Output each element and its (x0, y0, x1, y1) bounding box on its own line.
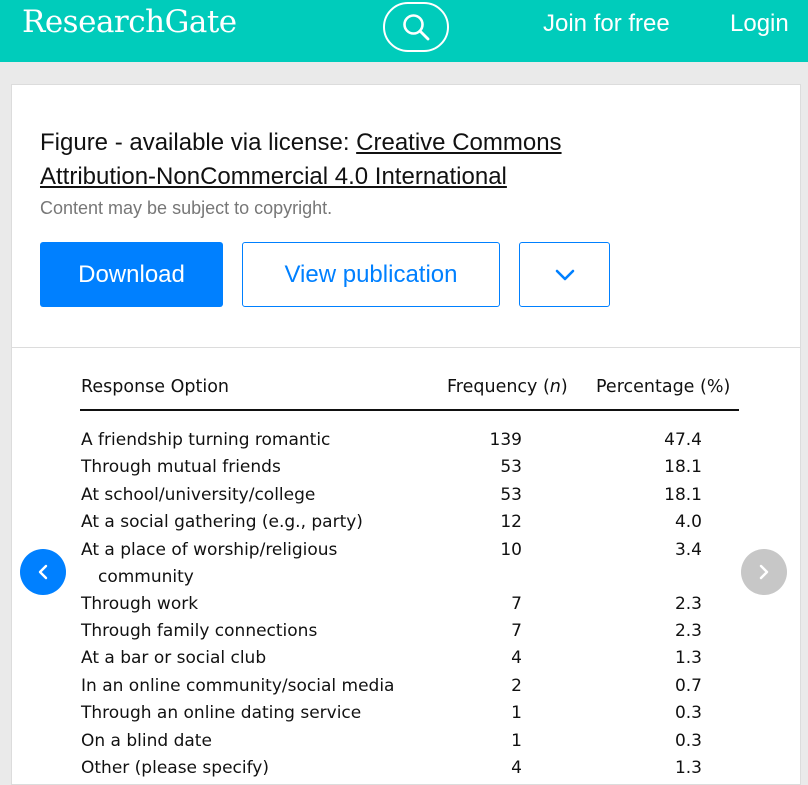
cell-frequency: 10 (500, 539, 522, 560)
next-figure-button[interactable] (741, 549, 787, 595)
table-row (12, 645, 800, 672)
table-row (12, 482, 800, 509)
chevron-left-icon (36, 563, 50, 581)
cell-option: Through family connections (81, 620, 318, 641)
table-row (12, 454, 800, 481)
join-for-free-link[interactable]: Join for free (543, 10, 670, 37)
cell-percentage: 0.3 (674, 730, 702, 751)
table-row (12, 618, 800, 645)
frequency-variable: n (549, 377, 561, 397)
cell-option: Through an online dating service (81, 703, 362, 724)
cell-percentage: 0.3 (674, 703, 702, 724)
previous-figure-button[interactable] (20, 549, 66, 595)
license-link-part1[interactable]: Creative Commons (356, 129, 562, 156)
cell-option: Through work (81, 593, 199, 614)
table-row (12, 509, 800, 536)
table-row (12, 673, 800, 700)
table-row (12, 700, 800, 727)
cell-option: A friendship turning romantic (81, 430, 331, 450)
search-button[interactable] (383, 2, 449, 52)
chevron-down-icon (554, 268, 576, 282)
cell-frequency: 7 (511, 620, 522, 641)
cell-frequency: 53 (500, 484, 522, 505)
column-header-option: Response Option (81, 377, 230, 397)
cell-frequency: 4 (511, 757, 522, 778)
view-publication-button[interactable]: View publication (242, 242, 500, 307)
cell-option: At school/university/college (81, 484, 316, 505)
license-line (40, 129, 562, 157)
cell-percentage: 0.7 (674, 675, 702, 696)
cell-option: In an online community/social media (81, 675, 395, 696)
table-row (12, 427, 800, 454)
figure-header (12, 85, 800, 348)
cell-frequency: 1 (511, 703, 522, 724)
cell-percentage: 18.1 (664, 484, 702, 505)
download-button[interactable]: Download (40, 242, 223, 307)
cell-frequency: 53 (500, 457, 522, 478)
figure-card (11, 84, 801, 785)
cell-percentage: 18.1 (664, 457, 702, 478)
cell-option (81, 537, 441, 591)
license-link-part2[interactable]: Attribution-NonCommercial 4.0 International (40, 163, 507, 190)
cell-option: On a blind date (81, 730, 212, 751)
search-icon (401, 12, 431, 42)
cell-percentage: 3.4 (674, 539, 702, 560)
figure-image-table (12, 349, 800, 785)
column-header-percentage: Percentage (%) (596, 377, 731, 397)
cell-percentage: 2.3 (674, 620, 702, 641)
cell-frequency: 1 (511, 730, 522, 751)
cell-option: At a bar or social club (81, 648, 267, 669)
login-link[interactable]: Login (730, 10, 789, 37)
researchgate-logo[interactable]: ResearchGate (22, 4, 237, 40)
column-header-frequency (447, 377, 568, 397)
table-row (12, 728, 800, 755)
more-options-button[interactable] (519, 242, 610, 307)
cell-option-line1: At a place of worship/religious (81, 539, 338, 560)
license-prefix: Figure - available via license: (40, 129, 357, 156)
cell-percentage: 1.3 (674, 757, 702, 778)
top-bar (0, 0, 808, 62)
cell-option: Other (please specify) (81, 757, 269, 778)
cell-frequency: 12 (500, 512, 522, 533)
cell-percentage: 2.3 (674, 593, 702, 614)
cell-frequency: 7 (511, 593, 522, 614)
cell-option: At a social gathering (e.g., party) (81, 512, 363, 533)
table-body (12, 427, 800, 782)
cell-frequency: 4 (511, 648, 522, 669)
cell-percentage: 1.3 (674, 648, 702, 669)
cell-frequency: 139 (489, 430, 522, 450)
cell-frequency: 2 (511, 675, 522, 696)
cell-option-line2: community (98, 566, 194, 587)
license-line-2 (40, 163, 507, 191)
frequency-suffix: ) (560, 377, 568, 397)
cell-percentage: 47.4 (664, 430, 702, 450)
table-row (12, 755, 800, 782)
table-row (12, 537, 800, 591)
header-rule (80, 409, 739, 411)
cell-option: Through mutual friends (81, 457, 281, 478)
copyright-notice: Content may be subject to copyright. (40, 198, 333, 218)
cell-percentage: 4.0 (674, 512, 702, 533)
frequency-prefix: Frequency ( (447, 377, 550, 397)
chevron-right-icon (757, 563, 771, 581)
table-row (12, 591, 800, 618)
